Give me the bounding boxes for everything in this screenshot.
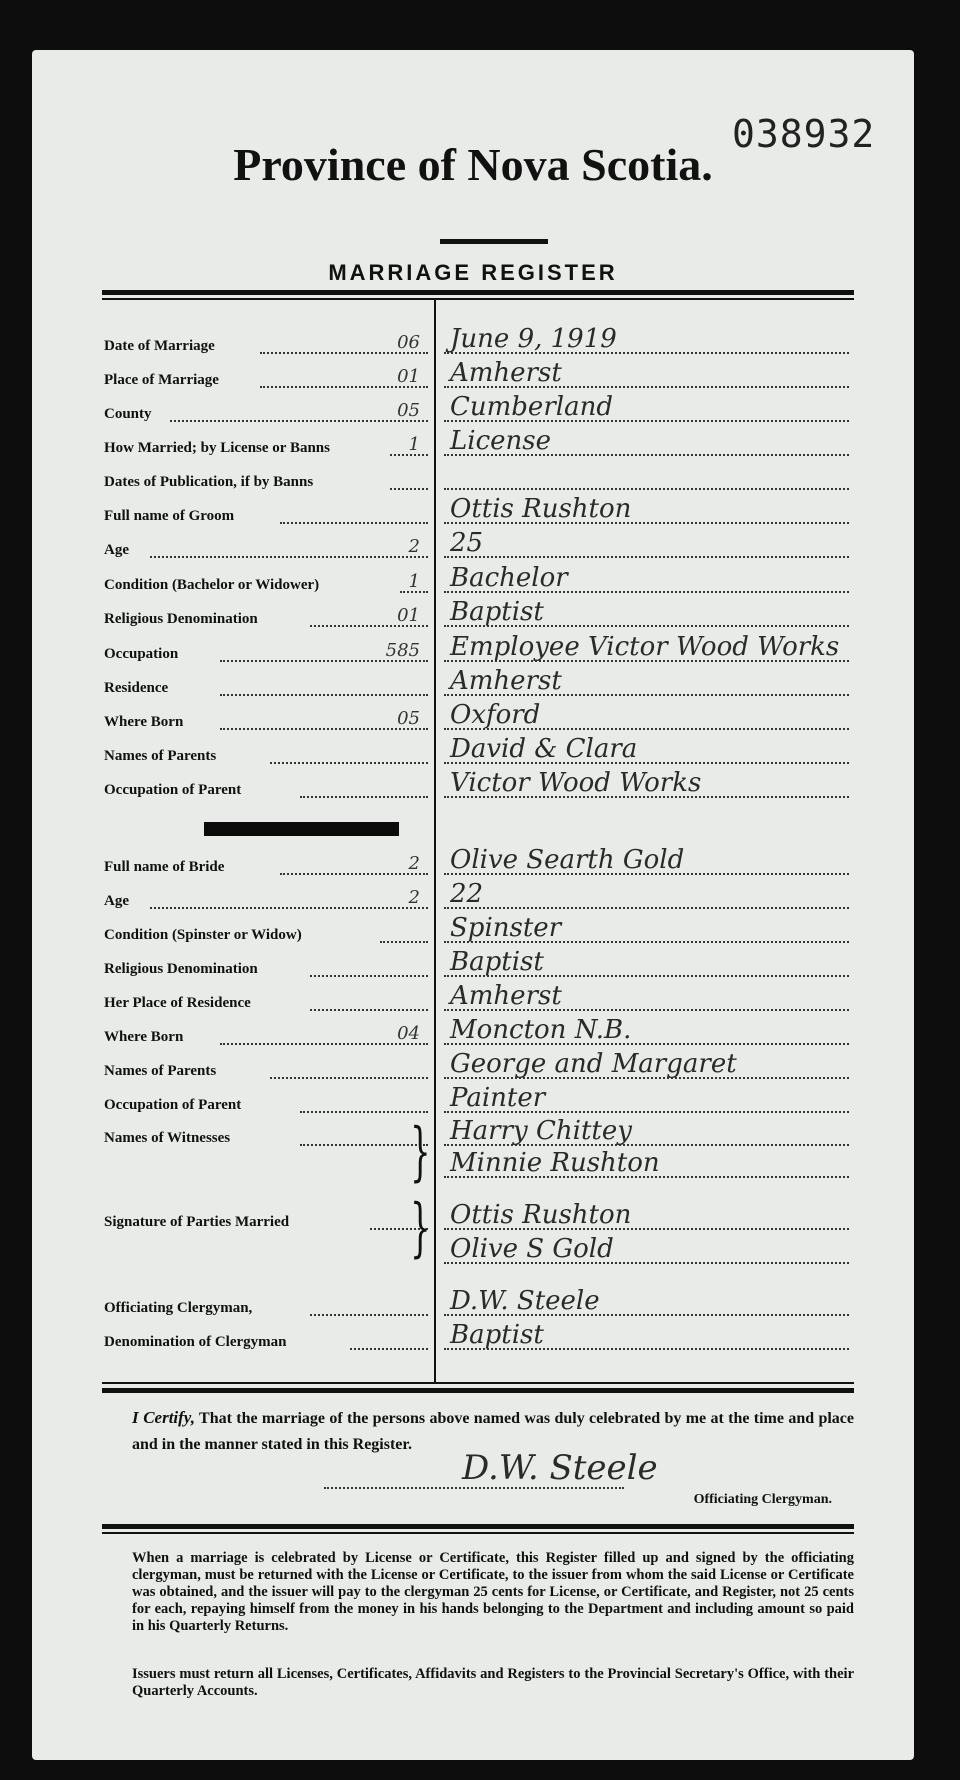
field-label: Residence [104,680,169,696]
bride-section-bar [204,822,399,836]
document-subtitle: MARRIAGE REGISTER [328,260,618,285]
handwritten-value: Baptist [450,597,544,627]
handwritten-value: Painter [450,1083,546,1113]
handwritten-value: Amherst [450,981,562,1011]
label-dot-leader [390,488,428,490]
field-label: Her Place of Residence [104,995,251,1011]
handwritten-value: Olive Searth Gold [450,845,685,875]
field-code: 06 [397,332,420,353]
header-rule [102,290,854,295]
label-dot-leader [380,941,428,943]
handwritten-value: June 9, 1919 [450,324,617,354]
field-label: Occupation [104,646,179,662]
field-code: 05 [397,400,420,421]
field-code: 585 [385,640,420,661]
field-label: Place of Marriage [104,372,219,388]
handwritten-value: Bachelor [450,563,568,593]
field-code: 2 [408,853,420,874]
label-dot-leader [310,975,428,977]
label-dot-leader [310,1314,428,1316]
label-dot-leader [280,522,428,524]
field-label: Occupation of Parent [104,782,242,798]
field-label: Occupation of Parent [104,1097,242,1113]
label-dot-leader [300,796,428,798]
field-label: Names of Parents [104,748,217,764]
label-dot-leader [300,1111,428,1113]
witnesses-brace: } [410,1115,431,1189]
field-label: Denomination of Clergyman [104,1334,287,1350]
certify-text: That the marriage of the persons above named was duly celebrated by me at the time and place and in the manner stated in this Register. [132,1410,854,1453]
body-bottom-rule [102,1382,854,1384]
certificate-signature: D.W. Steele [462,1448,658,1488]
handwritten-value: Spinster [450,913,562,943]
field-label: Full name of Bride [104,859,225,875]
handwritten-value: Minnie Rushton [450,1148,660,1178]
field-label: How Married; by License or Banns [104,440,330,456]
handwritten-value: Ottis Rushton [450,494,632,524]
field-label: Religious Denomination [104,961,258,977]
field-label: Age [104,893,129,909]
field-label: Signature of Parties Married [104,1214,290,1230]
notice-paragraph: Issuers must return all Licenses, Certificates, Affidavits and Registers to the Provincial Secretary's Office, with their Quarterly Accounts. [132,1666,854,1699]
reference-number: 038932 [732,112,876,156]
handwritten-value: George and Margaret [450,1049,737,1079]
field-code: 01 [397,605,420,626]
handwritten-value: Olive S Gold [450,1234,614,1264]
handwritten-value: 22 [450,879,484,909]
marriage-register-document [32,50,914,1760]
handwritten-value: Amherst [450,358,562,388]
handwritten-value: Baptist [450,947,544,977]
handwritten-value: D.W. Steele [450,1286,600,1316]
field-label: Dates of Publication, if by Banns [104,474,314,490]
field-code: 2 [408,536,420,557]
field-code: 05 [397,708,420,729]
field-label: Names of Parents [104,1063,217,1079]
signature-line [324,1487,624,1489]
handwritten-value: Victor Wood Works [450,768,702,798]
notice-paragraph: When a marriage is celebrated by License or Certificate, this Register filled up and signed by the officiating clergyman, must be returned with the License or Certificate, to the issuer from whom the said License or Certificate was obtained, and the issuer will pay to the clergyman 25 cents for License, or Certificate, and Register, not 25 cents for each, repaying himself from the money in his hands belonging to the Department and including amount so paid in his Quarterly Returns. [132,1550,854,1634]
header-rule-thin [102,298,854,300]
handwritten-value: 25 [450,528,484,558]
label-dot-leader [270,762,428,764]
signature-label: Officiating Clergyman. [693,1492,832,1507]
certify-lead: I Certify, [132,1408,195,1427]
handwritten-value: Baptist [450,1320,544,1350]
handwritten-value: Cumberland [450,392,613,422]
signatures-brace: } [410,1191,431,1265]
answer-dotted-line [444,488,849,490]
field-code: 01 [397,366,420,387]
handwritten-value: Oxford [450,700,541,730]
notice-rule [102,1524,854,1529]
notice-rule-thin [102,1532,854,1534]
field-label: County [104,406,152,422]
field-label: Where Born [104,1029,184,1045]
label-dot-leader [350,1348,428,1350]
field-code: 04 [397,1023,420,1044]
label-dot-leader [310,1009,428,1011]
field-code: 2 [408,887,420,908]
handwritten-value: Employee Victor Wood Works [450,632,840,662]
handwritten-value: Amherst [450,666,562,696]
handwritten-value: David & Clara [450,734,638,764]
answer-dotted-line [444,907,849,909]
handwritten-value: License [450,426,552,456]
field-label: Names of Witnesses [104,1130,231,1146]
field-label: Officiating Clergyman, [104,1300,253,1316]
field-code: 1 [408,571,420,592]
field-label: Full name of Groom [104,508,235,524]
column-divider [434,298,436,1382]
title-divider [440,239,548,244]
answer-dotted-line [444,556,849,558]
label-dot-leader [270,1077,428,1079]
body-bottom-rule-thick [102,1388,854,1393]
handwritten-value: Harry Chittey [450,1116,632,1146]
document-title: Province of Nova Scotia. [233,139,713,190]
field-label: Condition (Spinster or Widow) [104,927,302,943]
label-dot-leader [220,694,428,696]
label-dot-leader [300,1144,428,1146]
handwritten-value: Moncton N.B. [450,1015,632,1045]
field-label: Where Born [104,714,184,730]
field-code: 1 [408,434,420,455]
field-label: Condition (Bachelor or Widower) [104,577,320,593]
field-label: Date of Marriage [104,338,215,354]
handwritten-value: Ottis Rushton [450,1200,632,1230]
field-label: Religious Denomination [104,611,258,627]
field-label: Age [104,542,129,558]
